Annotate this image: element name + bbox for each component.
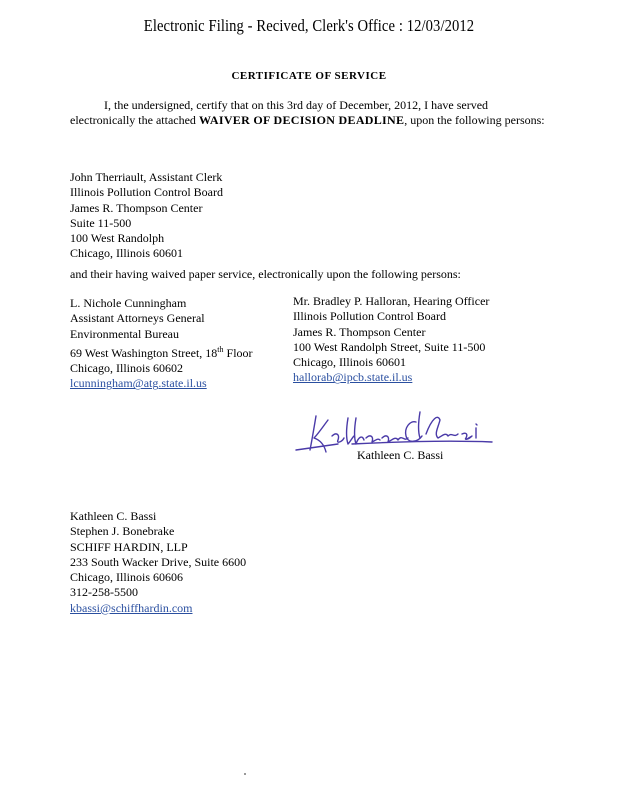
address-line: Chicago, Illinois 60601 bbox=[70, 246, 183, 261]
signatory-email-link[interactable]: kbassi@schiffhardin.com bbox=[70, 600, 193, 615]
address-line: 100 West Randolph Street, Suite 11-500 bbox=[293, 339, 486, 354]
recipient-bureau: Environmental Bureau bbox=[70, 326, 179, 341]
recipient-email-link[interactable]: lcunningham@atg.state.il.us bbox=[70, 376, 207, 391]
address-line: Illinois Pollution Control Board bbox=[293, 309, 447, 324]
scan-speck bbox=[244, 773, 246, 775]
signatory-line: Stephen J. Bonebrake bbox=[70, 524, 175, 539]
address-line: Mr. Bradley P. Halloran, Hearing Officer bbox=[293, 294, 490, 308]
recipient-title: Assistant Attorneys General bbox=[70, 311, 205, 326]
recipient-email-link[interactable]: hallorab@ipcb.state.il.us bbox=[293, 370, 413, 385]
street-text: 69 West Washington Street, 18 bbox=[70, 345, 218, 360]
address-line: Suite 11-500 bbox=[70, 215, 132, 230]
certificate-title: CERTIFICATE OF SERVICE bbox=[231, 70, 387, 82]
street-text-end: Floor bbox=[223, 345, 253, 360]
signature-printed-name: Kathleen C. Bassi bbox=[357, 448, 444, 462]
certification-paragraph bbox=[70, 98, 550, 128]
signatory-line: Chicago, Illinois 60606 bbox=[70, 570, 183, 585]
certification-text-end: , upon the following persons: bbox=[404, 113, 545, 127]
address-line: James R. Thompson Center bbox=[70, 200, 203, 215]
document-title-bold: WAIVER OF DECISION DEADLINE bbox=[198, 113, 405, 127]
street-superscript: th bbox=[217, 344, 224, 354]
waived-service-statement: and their having waived paper service, electronically upon the following persons: bbox=[70, 267, 461, 281]
signatory-line: 233 South Wacker Drive, Suite 6600 bbox=[70, 554, 247, 569]
address-line: Illinois Pollution Control Board bbox=[70, 185, 224, 200]
address-line: John Therriault, Assistant Clerk bbox=[70, 170, 223, 184]
signatory-line: 312-258-5500 bbox=[70, 585, 138, 600]
recipient-city: Chicago, Illinois 60602 bbox=[70, 361, 183, 376]
primary-recipient-address bbox=[70, 170, 223, 262]
signatory-line: SCHIFF HARDIN, LLP bbox=[70, 539, 188, 554]
filing-stamp-header: Electronic Filing - Recived, Clerk's Office : 12/03/2012 bbox=[143, 16, 475, 35]
address-line: 100 West Randolph bbox=[70, 231, 165, 246]
left-recipient-address bbox=[70, 296, 253, 392]
address-line: James R. Thompson Center bbox=[293, 324, 426, 339]
right-recipient-address bbox=[293, 294, 489, 386]
recipient-street bbox=[70, 342, 253, 361]
recipient-name: L. Nichole Cunningham bbox=[70, 296, 187, 310]
signatory-line: Kathleen C. Bassi bbox=[70, 509, 157, 523]
signatory-block bbox=[70, 509, 246, 616]
address-line: Chicago, Illinois 60601 bbox=[293, 355, 406, 370]
certification-text-start: I, the undersigned, certify that on this 3rd day of December, 2012, I have served electronically the attached bbox=[70, 98, 489, 127]
